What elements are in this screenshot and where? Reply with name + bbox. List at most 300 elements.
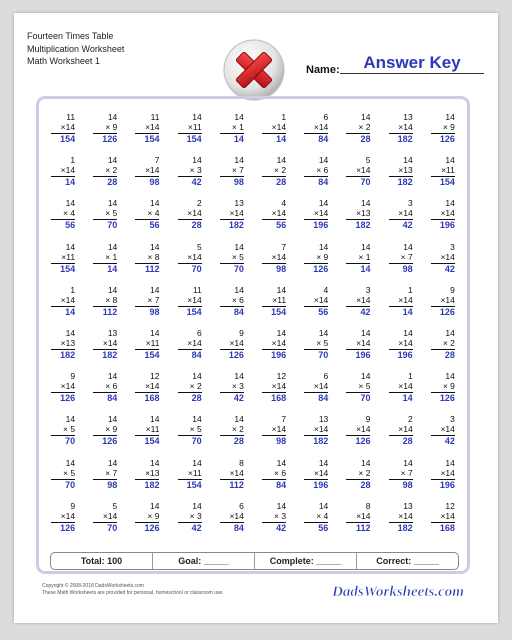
multiplier: × 4 [147,208,160,219]
answer: 154 [186,479,202,490]
multiplier: ×13 [356,208,371,219]
multiplier: × 5 [231,251,244,262]
answer: 98 [233,177,244,188]
answer: 126 [144,522,160,533]
multiplicand: 14 [318,241,329,252]
answer: 182 [397,177,413,188]
total-count: Total: 100 [80,556,123,566]
answer: 196 [313,220,329,231]
answer: 42 [444,263,455,274]
answer: 42 [444,436,455,447]
multiplier: ×14 [440,208,455,219]
multiplier: ×13 [145,467,160,478]
multiplier: ×14 [398,338,413,348]
problem-cell [295,112,337,155]
answer: 70 [107,220,118,231]
multiplier: ×14 [145,122,160,132]
multiplicand: 14 [65,414,76,425]
answer: 84 [276,479,287,490]
problem-cell [380,458,422,501]
multiplicand: 5 [196,241,202,252]
problem-cell [126,371,168,414]
problem-cell [253,328,295,371]
multiplier: ×14 [356,294,371,305]
multiplier: ×14 [60,165,76,176]
multiplier: × 7 [400,467,413,478]
problems-grid [42,112,464,544]
multiplier: ×14 [187,338,202,348]
problem-cell [337,112,379,155]
multiplier: ×14 [229,208,244,219]
multiplier: ×14 [440,467,455,478]
problem-cell [84,112,126,155]
answer: 28 [402,436,413,447]
answer: 112 [229,479,244,490]
problem-cell [211,285,253,328]
multiplicand: 3 [407,198,413,209]
multiplier: ×14 [313,294,329,305]
multiplier: ×14 [187,294,202,305]
multiplier: × 9 [316,251,329,262]
answer: 154 [439,177,455,188]
answer: 154 [271,306,287,317]
problem-cell [126,501,168,544]
problem-cell [42,328,84,371]
problem-cell [295,458,337,501]
problem-cell [42,155,84,198]
answer: 112 [102,306,118,317]
multiplier: ×14 [398,381,413,392]
multiplier: ×14 [440,510,455,521]
multiplicand: 6 [196,328,202,338]
problem-cell [422,198,464,241]
multiplier: × 5 [316,338,329,348]
problem-cell [169,414,211,457]
multiplier: ×14 [187,251,202,262]
multiplier: ×14 [145,165,160,176]
problem-cell [380,155,422,198]
problem-cell [211,242,253,285]
problem-cell [253,112,295,155]
problem-cell [169,198,211,241]
multiplier: ×14 [102,510,118,521]
problem-cell [169,155,211,198]
problem-cell [169,458,211,501]
multiplicand: 14 [234,241,244,252]
problem-cell [42,371,84,414]
multiplicand: 13 [107,328,118,338]
multiplicand: 14 [234,112,244,122]
answer: 14 [402,393,413,404]
multiplier: ×11 [272,294,287,305]
multiplier: × 8 [105,294,118,305]
multiplicand: 13 [234,198,244,209]
problem-cell [84,501,126,544]
answer: 182 [355,220,371,231]
multiplicand: 11 [192,284,202,295]
title-line: Fourteen Times Table [27,31,114,41]
answer: 182 [313,436,329,447]
multiplicand: 1 [407,371,413,382]
answer: 70 [191,263,202,274]
problem-cell [211,155,253,198]
problem-cell [422,112,464,155]
multiplicand: 14 [65,241,76,252]
answer: 196 [313,479,329,490]
multiplicand: 14 [445,198,455,209]
answer: 84 [191,350,202,360]
answer: 84 [233,306,244,317]
answer: 28 [360,479,371,490]
multiplicand: 14 [150,414,160,425]
answer: 84 [318,134,329,144]
problem-cell [337,414,379,457]
problem-cell [422,458,464,501]
problem-cell [337,458,379,501]
multiplicand: 14 [361,198,371,209]
name-label: Name: [306,64,340,76]
answer: 168 [271,393,287,404]
answer: 182 [397,522,413,533]
multiplicand: 7 [281,414,287,425]
answer: 28 [360,134,371,144]
multiplier: ×14 [356,338,371,348]
problem-cell [253,458,295,501]
multiplier: ×11 [61,251,76,262]
multiplier: × 5 [358,381,371,392]
problem-cell [380,112,422,155]
multiplier: ×11 [187,467,202,478]
answer: 70 [318,350,329,360]
answer: 98 [276,436,287,447]
multiplicand: 4 [323,284,329,295]
multiplier: × 5 [189,424,202,435]
answer: 112 [355,522,371,533]
problem-cell [295,328,337,371]
multiplicand: 14 [107,457,118,468]
answer: 196 [439,479,455,490]
multiplier: × 3 [274,510,287,521]
multiplicand: 14 [107,284,118,295]
multiplier: ×14 [313,381,329,392]
multiplicand: 13 [403,112,413,122]
problem-cell [337,328,379,371]
answer: 182 [102,350,118,360]
problem-cell [84,414,126,457]
problem-cell [253,285,295,328]
problem-cell [126,328,168,371]
answer: 14 [402,306,413,317]
multiplier: ×14 [60,294,76,305]
problem-cell [211,112,253,155]
multiplier: × 6 [105,381,118,392]
multiplicand: 14 [361,371,371,382]
problem-cell [422,155,464,198]
multiplicand: 14 [445,112,455,122]
multiplicand: 14 [361,241,371,252]
multiplier: × 5 [105,208,118,219]
problem-cell [253,155,295,198]
multiplicand: 1 [70,155,76,166]
answer: 168 [144,393,160,404]
problem-cell [42,414,84,457]
multiplicand: 14 [361,112,371,122]
answer: 126 [228,350,244,360]
multiplicand: 14 [65,328,76,338]
problem-cell [380,414,422,457]
multiplier: × 3 [189,510,202,521]
multiplicand: 14 [192,112,202,122]
multiplier: ×11 [187,122,202,132]
multiplier: ×14 [313,424,329,435]
answer: 56 [318,306,329,317]
answer: 182 [228,220,244,231]
multiplicand: 14 [192,500,202,511]
problem-cell [253,198,295,241]
multiplier: × 9 [147,510,160,521]
multiplicand: 14 [192,414,202,425]
problem-cell [126,414,168,457]
answer: 84 [233,522,244,533]
answer: 14 [107,263,118,274]
multiplicand: 8 [365,500,371,511]
answer: 126 [439,306,455,317]
problem-cell [337,371,379,414]
answer: 42 [360,306,371,317]
goal-field: Goal: _____ [152,553,254,569]
multiplicand: 14 [150,198,160,209]
answer: 182 [144,479,160,490]
multiplicand: 4 [281,198,287,209]
answer: 154 [186,306,202,317]
multiplier: ×14 [356,165,371,176]
answer: 98 [149,306,160,317]
multiplier: ×14 [440,294,455,305]
problem-cell [126,242,168,285]
problem-cell [42,112,84,155]
answer: 56 [318,522,329,533]
multiplicand: 14 [403,457,413,468]
answer: 126 [355,436,371,447]
multiplier: × 7 [400,251,413,262]
multiplicand: 2 [196,198,202,209]
answer-key-heading: Answer Key [363,53,461,72]
problem-cell [422,371,464,414]
multiplier: × 2 [231,424,244,435]
answer: 28 [107,177,118,188]
problem-cell [253,501,295,544]
problem-cell [169,285,211,328]
problem-cell [337,501,379,544]
problem-cell [422,328,464,371]
problem-cell [42,501,84,544]
problem-cell [380,501,422,544]
multiplier: × 9 [105,424,118,435]
multiplicand: 14 [107,112,118,122]
brand-text: DadsWorksheets.com [332,584,464,600]
problem-cell [42,285,84,328]
answer: 126 [313,263,329,274]
problem-cell [126,198,168,241]
problem-cell [84,458,126,501]
multiplier: ×14 [398,510,413,521]
multiplier: ×14 [229,467,244,478]
dadsworksheets-logo-icon [330,580,466,602]
multiplier: ×14 [398,122,413,132]
answer: 154 [60,134,76,144]
problem-cell [295,501,337,544]
multiplier: × 8 [147,251,160,262]
multiplicand: 12 [445,500,455,511]
problem-cell [169,371,211,414]
answer: 70 [65,436,76,447]
answer: 196 [355,350,371,360]
multiplier: ×13 [60,338,76,348]
multiplier: ×14 [440,424,455,435]
multiplier: × 9 [442,381,455,392]
problem-cell [169,501,211,544]
multiplier: × 2 [358,122,371,132]
answer: 126 [60,522,76,533]
answer: 126 [102,134,118,144]
multiplier: ×14 [60,381,76,392]
multiplicand: 14 [318,500,329,511]
worksheet-number: Math Worksheet 1 [27,56,100,66]
multiplicand: 6 [239,500,244,511]
problem-cell [337,242,379,285]
answer: 112 [144,263,160,274]
multiplier: ×14 [313,208,329,219]
answer: 28 [233,436,244,447]
multiplicand: 11 [66,112,76,122]
answer: 28 [444,350,455,360]
copyright-notice [42,583,224,597]
multiplier: × 4 [316,510,329,521]
answer: 42 [233,393,244,404]
multiplier: × 7 [105,467,118,478]
multiplicand: 14 [150,328,160,338]
multiplier: × 2 [105,165,118,176]
multiplicand: 14 [107,241,118,252]
problem-cell [295,371,337,414]
answer: 14 [360,263,371,274]
problem-cell [422,242,464,285]
multiplicand: 3 [450,241,455,252]
problem-cell [211,198,253,241]
answer: 84 [107,393,118,404]
answer: 182 [397,134,413,144]
multiplier: × 5 [63,467,76,478]
multiplicand: 14 [234,371,244,382]
problem-cell [84,242,126,285]
answer: 70 [233,263,244,274]
multiplier: ×14 [398,424,413,435]
subtitle-line: Multiplication Worksheet [27,43,125,54]
problem-cell [169,242,211,285]
problem-cell [380,285,422,328]
name-field-line [340,73,484,74]
problem-cell [126,155,168,198]
problem-cell [126,458,168,501]
answer: 154 [186,134,202,144]
multiplier: ×14 [271,122,287,132]
answer: 168 [439,522,455,533]
multiplicand: 14 [445,371,455,382]
multiplicand: 14 [150,284,160,295]
problem-cell [42,242,84,285]
multiplicand: 6 [323,371,329,382]
answer: 70 [360,393,371,404]
multiplier: ×14 [398,294,413,305]
multiplier: ×13 [398,165,413,176]
multiplier: × 2 [189,381,202,392]
multiplicand: 14 [107,371,118,382]
multiplicand: 14 [403,328,413,338]
multiplier: × 9 [442,122,455,132]
answer: 28 [191,220,202,231]
multiplicand: 14 [403,155,413,166]
multiplicand: 6 [323,112,329,122]
answer: 14 [276,134,287,144]
answer: 14 [65,177,76,188]
multiplicand: 14 [192,371,202,382]
answer: 70 [191,436,202,447]
multiplicand: 9 [70,371,76,382]
multiplier: ×14 [187,208,202,219]
problem-cell [211,414,253,457]
multiplier: ×14 [60,122,76,132]
multiplier: ×14 [440,251,455,262]
multiplicand: 9 [365,414,371,425]
multiplier: × 2 [274,165,287,176]
multiplicand: 13 [318,414,329,425]
answer: 126 [439,134,455,144]
multiplicand: 14 [276,155,287,166]
problem-cell [84,285,126,328]
multiplier: ×14 [271,424,287,435]
multiplicand: 14 [107,155,118,166]
answer: 70 [360,177,371,188]
multiplicand: 1 [407,284,413,295]
usage-line: These Math Worksheets are provided for personal, homeschool or classroom use. [42,590,224,596]
answer: 42 [402,220,413,231]
multiplier: ×14 [313,122,329,132]
multiplier: ×14 [313,467,329,478]
problem-cell [84,198,126,241]
red-x-icon [222,38,286,102]
answer: 126 [439,393,455,404]
multiplier: ×14 [271,338,287,348]
multiplicand: 13 [403,500,413,511]
multiplicand: 14 [445,155,455,166]
multiplicand: 14 [276,457,287,468]
multiplicand: 12 [150,371,160,382]
problem-cell [422,285,464,328]
problem-cell [380,328,422,371]
multiplier: × 5 [63,424,76,435]
answer: 56 [65,220,76,231]
problem-cell [422,414,464,457]
problem-cell [295,155,337,198]
answer: 98 [107,479,118,490]
answer: 154 [60,263,76,274]
multiplicand: 9 [70,500,76,511]
multiplicand: 14 [65,198,76,209]
problem-cell [126,112,168,155]
multiplier: ×14 [271,381,287,392]
multiplier: × 2 [358,467,371,478]
answer: 154 [144,134,160,144]
